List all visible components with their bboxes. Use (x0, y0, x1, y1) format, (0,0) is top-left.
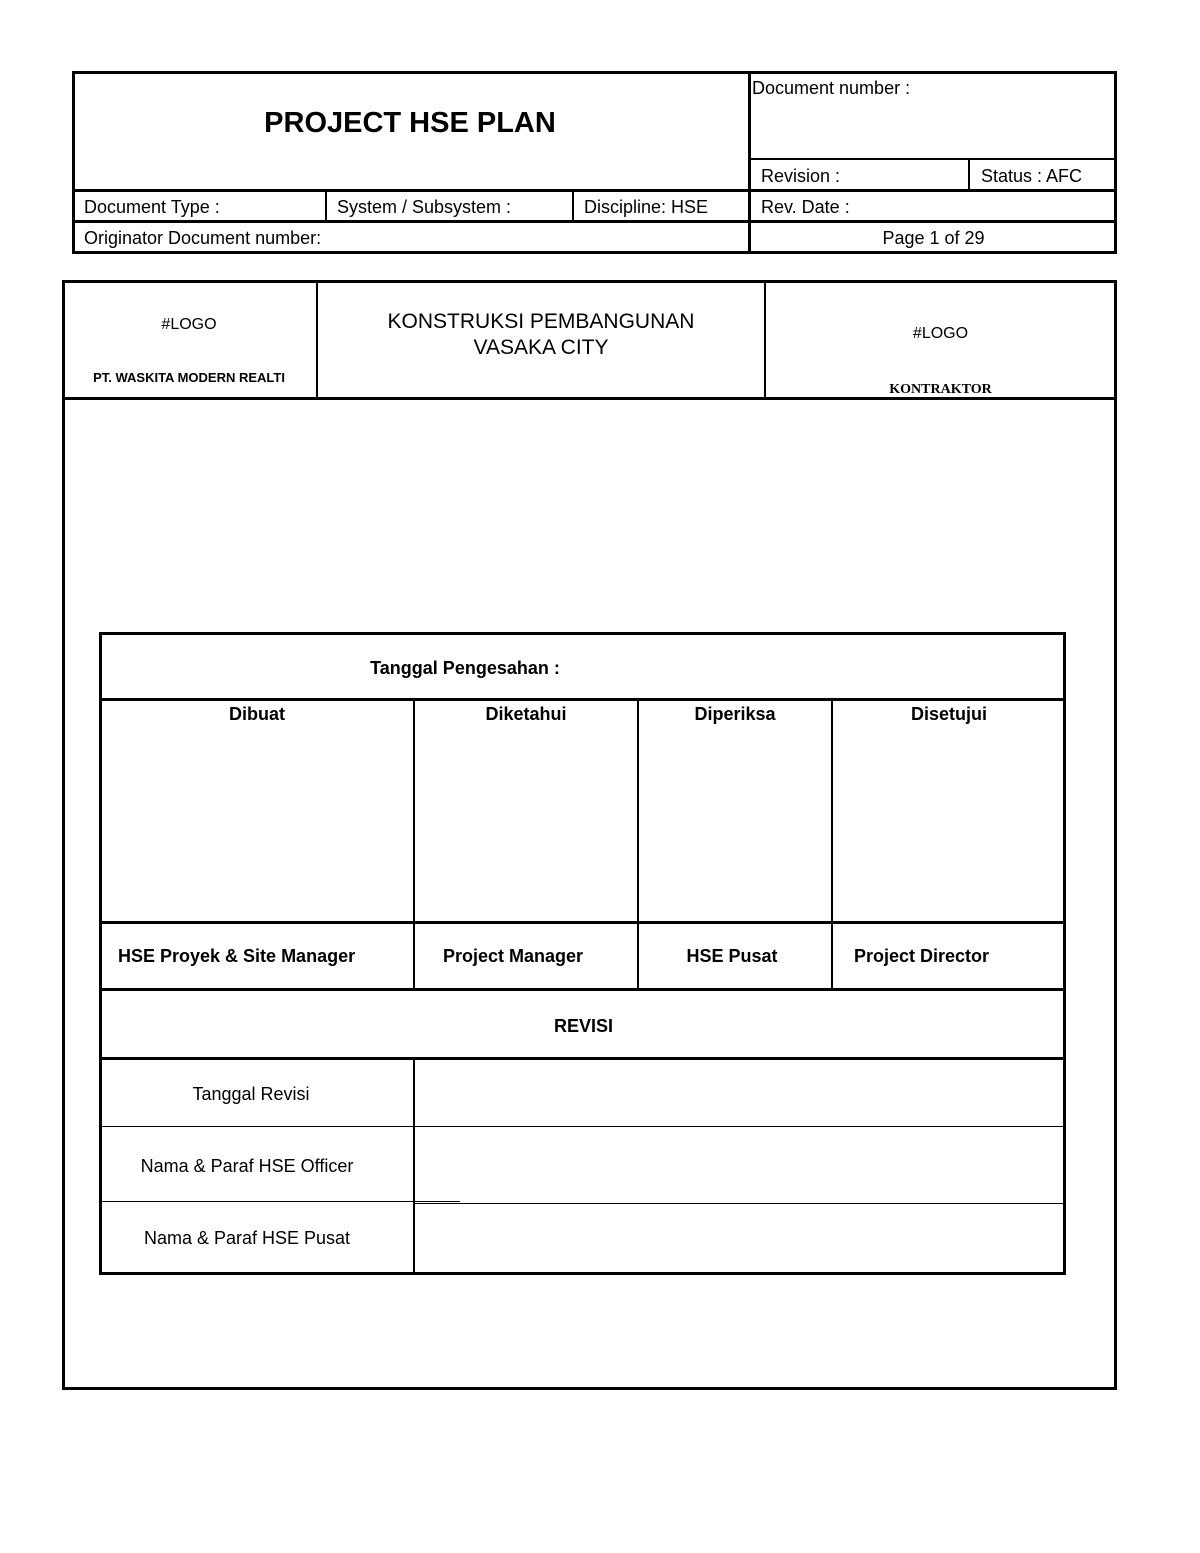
approval-date-label: Tanggal Pengesahan : (370, 658, 560, 678)
left-logo-placeholder: #LOGO (161, 316, 217, 333)
signature-area-dibuat (101, 728, 413, 920)
document-title: PROJECT HSE PLAN (264, 107, 556, 139)
header-divider (748, 72, 751, 253)
originator-document-number-label: Originator Document number: (84, 228, 322, 248)
page-indicator: Page 1 of 29 (882, 228, 985, 248)
revision-row-label-hse-officer: Nama & Paraf HSE Officer (140, 1156, 354, 1176)
signature-area-disetujui (833, 728, 1065, 920)
role-project-manager: Project Manager (443, 946, 584, 966)
system-subsystem-label: System / Subsystem : (337, 197, 512, 217)
revision-label: Revision : (761, 166, 841, 186)
column-header-diperiksa: Diperiksa (694, 704, 776, 724)
column-header-disetujui: Disetujui (910, 704, 987, 724)
revision-row-value-tanggal (416, 1060, 1065, 1126)
signature-area-diperiksa (639, 728, 831, 920)
owner-company-name: PT. WASKITA MODERN REALTI (93, 370, 285, 385)
right-logo-placeholder: #LOGO (912, 325, 969, 342)
status-label: Status : AFC (981, 166, 1083, 186)
rev-date-label: Rev. Date : (761, 197, 850, 217)
revision-section-header: REVISI (553, 1016, 614, 1036)
document-number-label: Document number : (752, 78, 911, 98)
role-hse-proyek-site-manager: HSE Proyek & Site Manager (118, 946, 356, 966)
role-project-director: Project Director (854, 946, 990, 966)
revision-row-value-hse-pusat (416, 1205, 1065, 1272)
discipline-label: Discipline: HSE (584, 197, 709, 217)
role-hse-pusat: HSE Pusat (686, 946, 778, 966)
project-title-line-1: KONSTRUKSI PEMBANGUNAN (387, 310, 695, 333)
revision-row-label-hse-pusat: Nama & Paraf HSE Pusat (143, 1228, 351, 1248)
project-title-line-2: VASAKA CITY (473, 336, 609, 359)
column-header-diketahui: Diketahui (485, 704, 567, 724)
document-type-label: Document Type : (84, 197, 220, 217)
signature-area-diketahui (415, 728, 637, 920)
contractor-name: KONTRAKTOR (889, 382, 992, 397)
revision-row-value-hse-officer (416, 1128, 1065, 1202)
column-header-dibuat: Dibuat (229, 704, 285, 724)
revision-row-label-tanggal: Tanggal Revisi (192, 1084, 310, 1104)
